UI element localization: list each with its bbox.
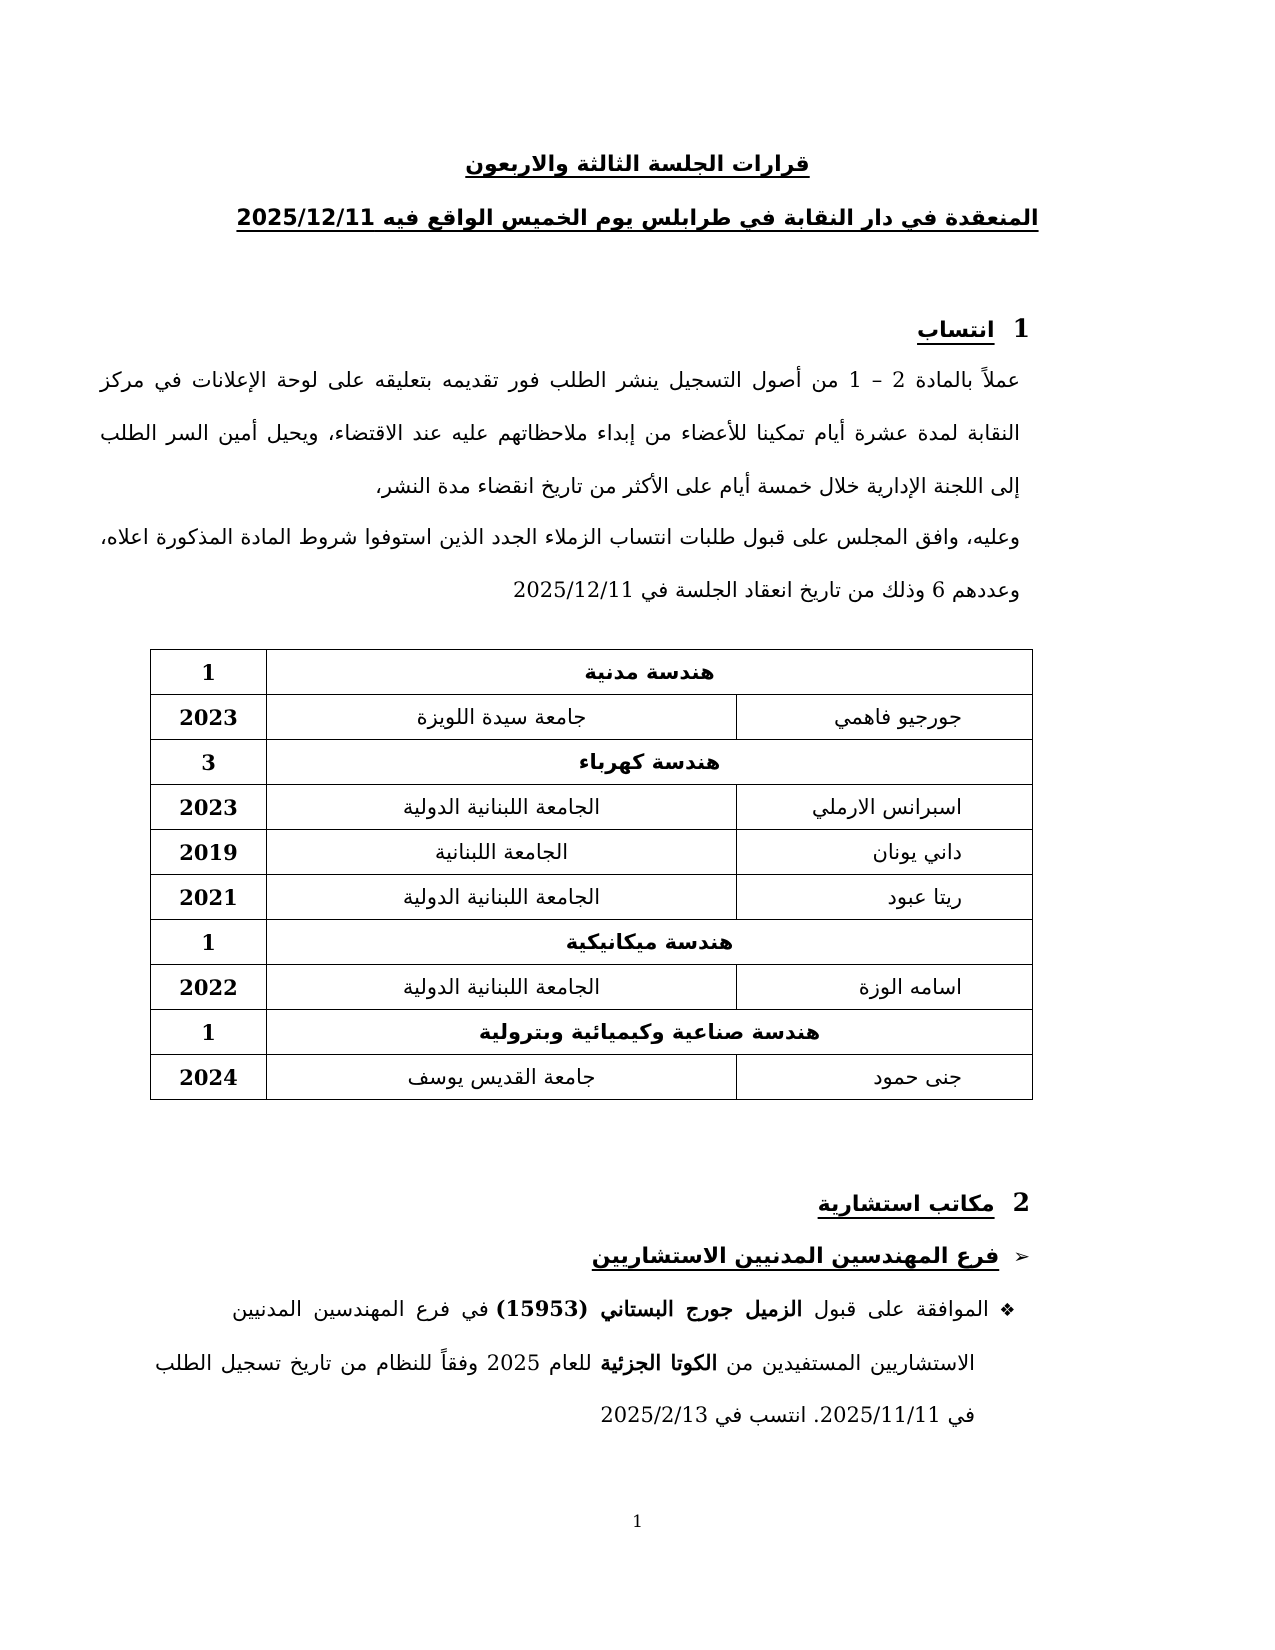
department-count: 1 [151,1010,267,1055]
arrow-bullet-icon: ➢ [1013,1244,1030,1268]
graduation-year: 2022 [151,965,267,1010]
member-university: الجامعة اللبنانية الدولية [267,785,737,830]
graduation-year: 2021 [151,875,267,920]
member-row [151,830,1033,875]
graduation-year: 2023 [151,785,267,830]
department-row [151,920,1033,965]
member-university: الجامعة اللبنانية الدولية [267,965,737,1010]
document-title: قرارات الجلسة الثالثة والاربعون [465,152,810,177]
member-university: جامعة القديس يوسف [267,1055,737,1100]
member-row [151,785,1033,830]
member-name: جورجيو فاهمي [737,695,1033,740]
section-1-line-2: النقابة لمدة عشرة أيام تمكينا للأعضاء من إبداء ملاحظاتهم عليه عند الاقتضاء، ويحيل أمين السر الطلب [100,421,1020,445]
branch-subheading: ➢فرع المهندسين المدنيين الاستشاريين [591,1244,1030,1269]
section-1-line-4: وعليه، وافق المجلس على قبول طلبات انتساب الزملاء الجدد الذين استوفوا شروط المادة المذكورة اعلاه، [100,525,1020,549]
graduation-year: 2019 [151,830,267,875]
section-1-line-5: وعددهم 6 وذلك من تاريخ انعقاد الجلسة في 2025/12/11 [513,578,1020,602]
graduation-year: 2023 [151,695,267,740]
member-name: ريتا عبود [737,875,1033,920]
member-name: اسبرانس الارملي [737,785,1033,830]
member-university: الجامعة اللبنانية [267,830,737,875]
member-row [151,875,1033,920]
department-row [151,1010,1033,1055]
section-1-line-3: إلى اللجنة الإدارية خلال خمسة أيام على الأكثر من تاريخ انقضاء مدة النشر، [375,474,1020,498]
section-1-line-1: عملاً بالمادة 2 – 1 من أصول التسجيل ينشر الطلب فور تقديمه بتعليقه على لوحة الإعلانات في مركز [100,368,1020,392]
department-label: هندسة ميكانيكية [267,920,1033,965]
member-university: الجامعة اللبنانية الدولية [267,875,737,920]
department-label: هندسة مدنية [267,650,1033,695]
diamond-bullet-icon: ❖ [988,1300,1020,1321]
section-1-heading: 1انتساب [917,314,1030,343]
members-table [150,649,1033,1100]
department-label: هندسة صناعية وكيميائية وبترولية [267,1010,1033,1055]
graduation-year: 2024 [151,1055,267,1100]
department-row [151,740,1033,785]
decision-line-3: في 2025/11/11. انتسب في 2025/2/13 [600,1403,975,1427]
member-row [151,965,1033,1010]
member-row [151,695,1033,740]
department-count: 1 [151,650,267,695]
department-row [151,650,1033,695]
section-2-heading: 2مكاتب استشارية [817,1188,1030,1217]
member-name: داني يونان [737,830,1033,875]
member-row [151,1055,1033,1100]
decision-line-1: ❖ الموافقة على قبول الزميل جورج البستاني (15953) في فرع المهندسين المدنيين [232,1296,1020,1321]
member-name: جنى حمود [737,1055,1033,1100]
department-count: 1 [151,920,267,965]
document-subtitle: المنعقدة في دار النقابة في طرابلس يوم الخميس الواقع فيه 2025/12/11 [236,206,1039,231]
page-number: 1 [632,1512,643,1532]
department-label: هندسة كهرباء [267,740,1033,785]
member-name: اسامه الوزة [737,965,1033,1010]
member-university: جامعة سيدة اللويزة [267,695,737,740]
decision-line-2: الاستشاريين المستفيدين من الكوتا الجزئية للعام 2025 وفقاً للنظام من تاريخ تسجيل الطلب [155,1350,976,1375]
department-count: 3 [151,740,267,785]
